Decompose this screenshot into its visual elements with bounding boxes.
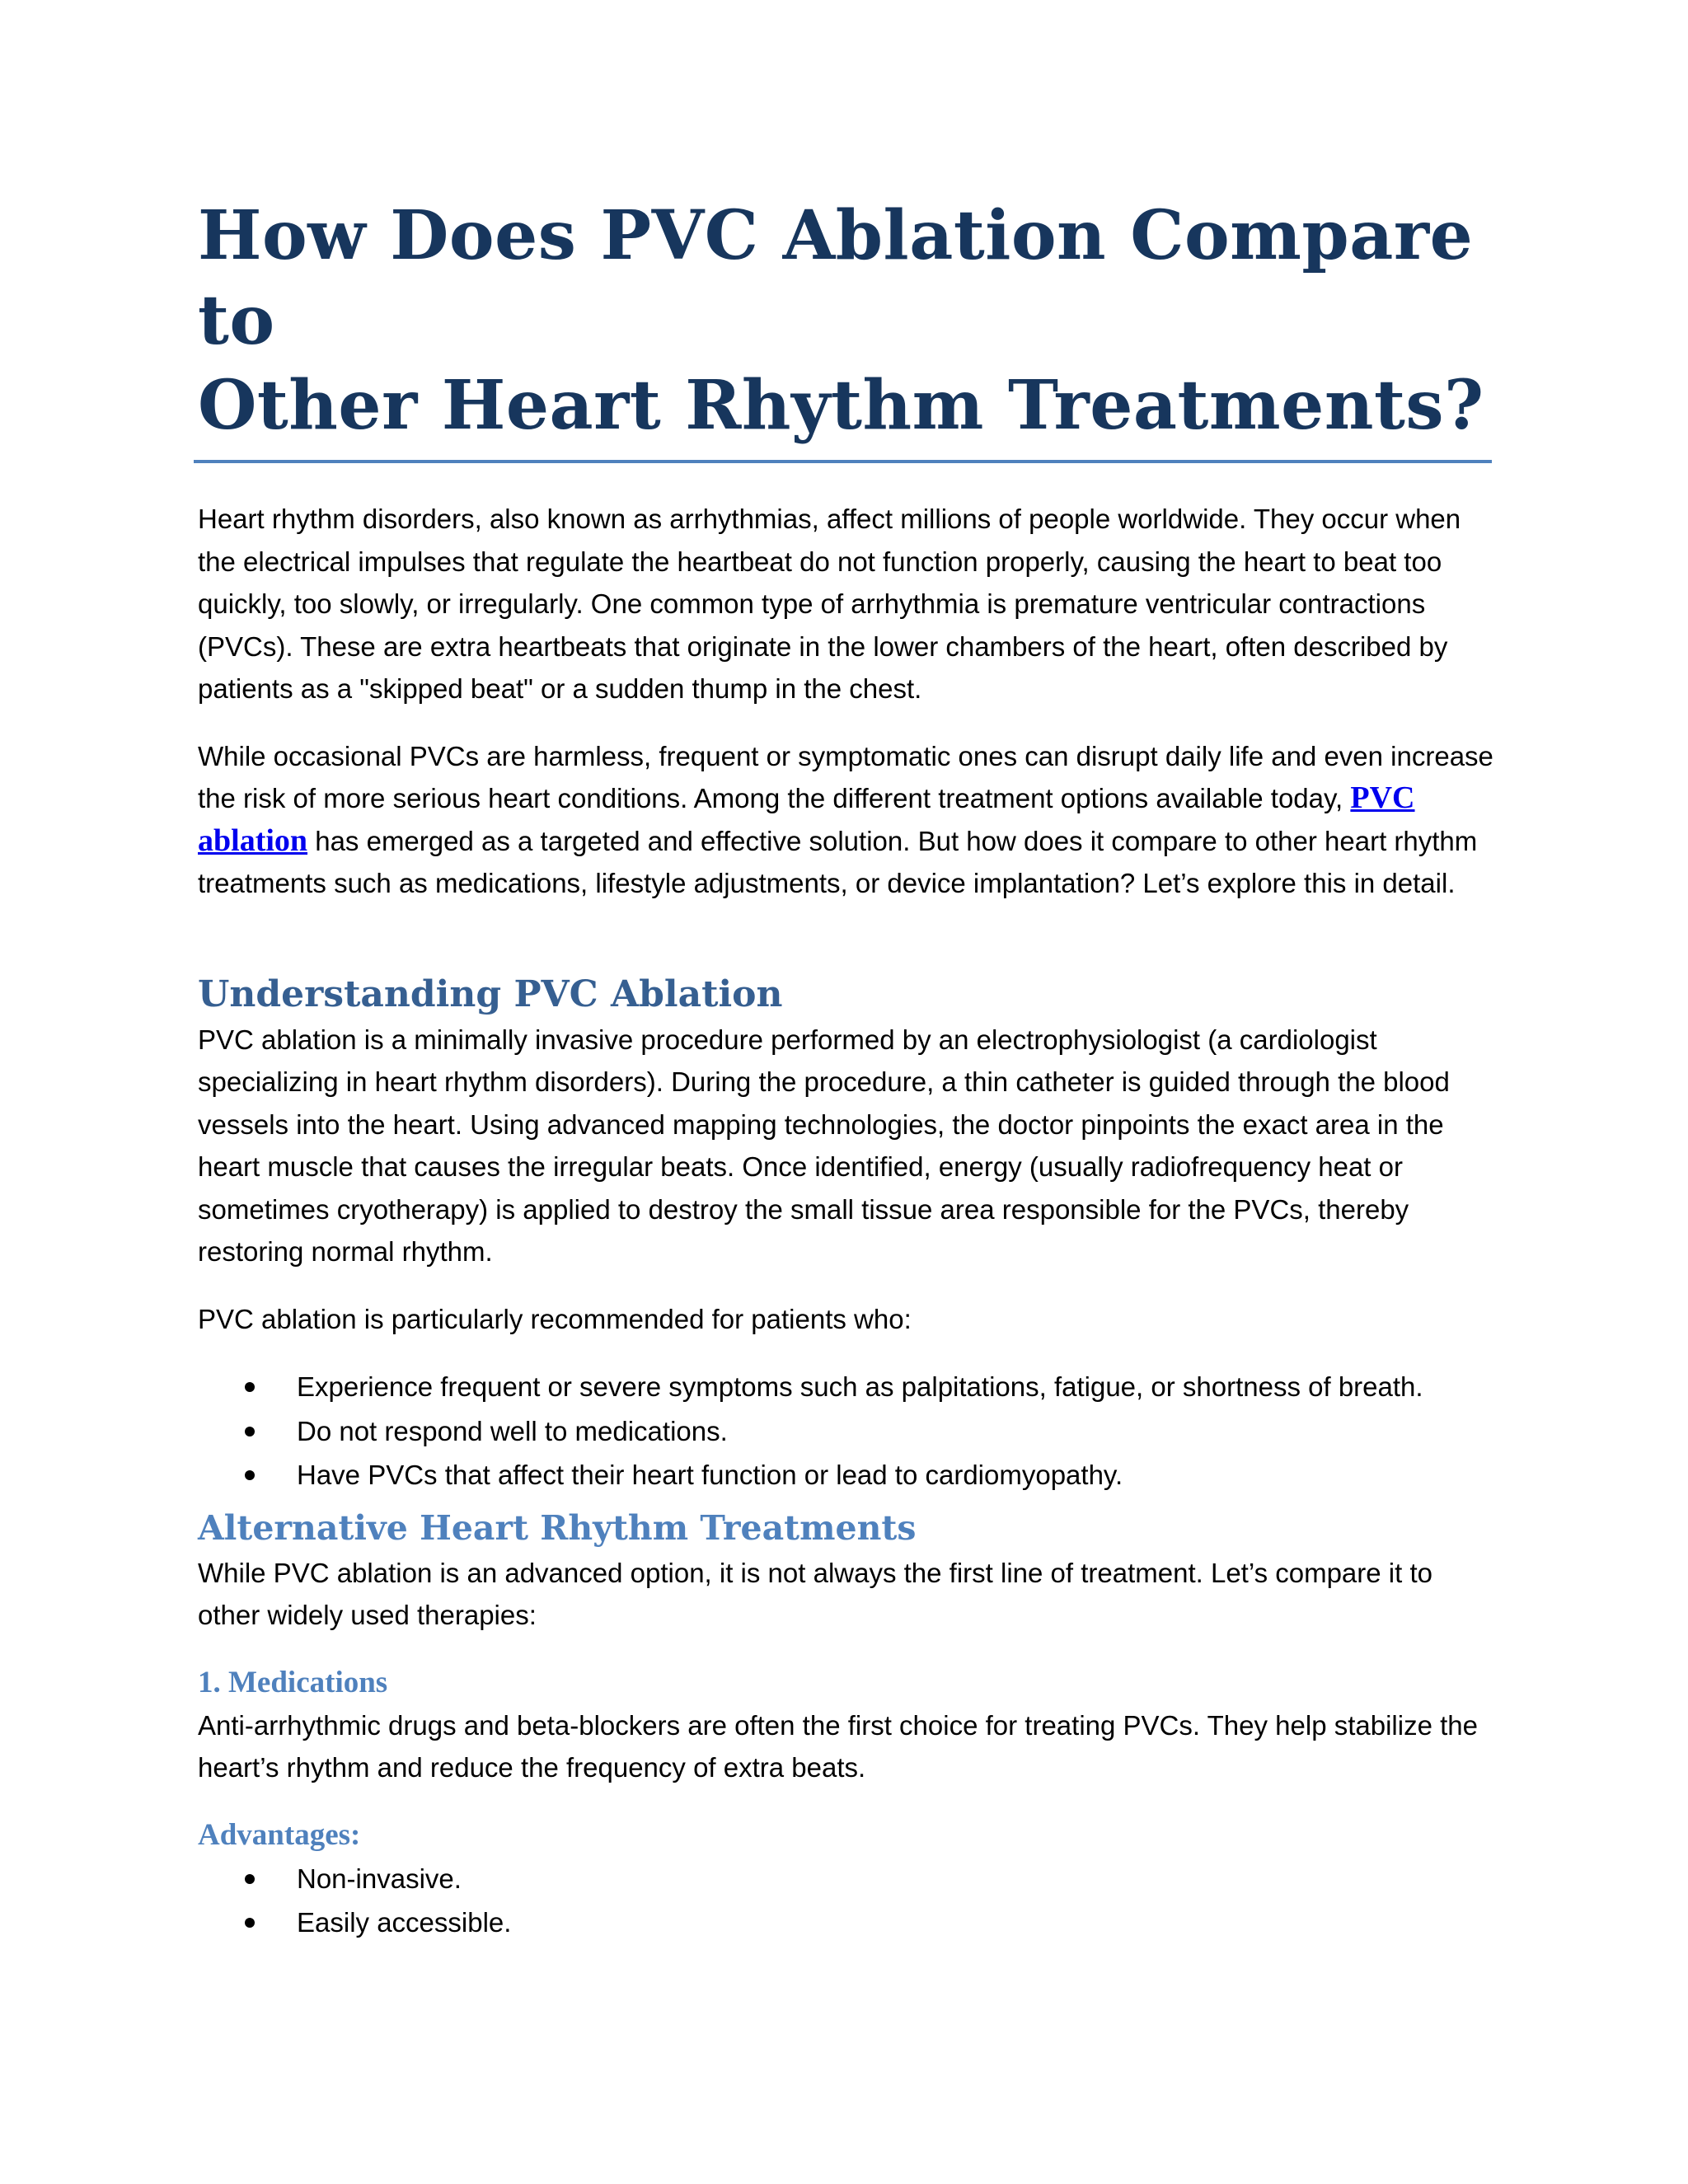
list-item [198,1857,1498,1901]
section2-paragraph-1: While PVC ablation is an advanced option, it is not always the first line of treatment. Let’s compare it to other widely used therapies: [198,1557,1432,1630]
list-item [198,1453,1498,1497]
title-underline-divider [194,460,1492,463]
bullet-icon [245,1427,255,1436]
intro-p2-text-after: has emerged as a targeted and effective solution. But how does it compare to other heart rhythm treatments such as medications, lifestyle adjustments, or device implantation? Let’s explore this in detail. [198,825,1478,898]
bullet-icon [245,1470,255,1480]
title-line-2: Other Heart Rhythm Treatments? [198,366,1484,445]
list-item [198,1900,1498,1945]
document-title [198,194,1498,460]
advantages-list [198,1857,1498,1945]
intro-paragraph-2 [198,735,1498,905]
list-item-text: Have PVCs that affect their heart function or lead to cardiomyopathy. [297,1460,1123,1490]
subheading-advantages: Advantages: [198,1817,361,1852]
list-item-text: Easily accessible. [297,1907,512,1938]
section1-paragraph-1: PVC ablation is a minimally invasive procedure performed by an electrophysiologist (a cardiologist specializing in heart rhythm disorders). During the procedure, a thin catheter is guided through the blood vessels into the heart. Using advanced mapping technologies, the doctor pinpoints the exact area in the heart muscle that causes the irregular beats. Once identified, energy (usually radiofrequency heat or sometimes cryotherapy) is applied to destroy the small tissue area responsible for the PVCs, thereby restoring normal rhythm. [198,1024,1450,1267]
recommended-patients-list [198,1365,1498,1497]
intro-p2-text-before: While occasional PVCs are harmless, frequent or symptomatic ones can disrupt daily life and even increase the risk of more serious heart conditions. Among the different treatment options available today, [198,740,1493,813]
section-heading-alternatives: Alternative Heart Rhythm Treatments [198,1507,917,1548]
list-item-text: Experience frequent or severe symptoms such as palpitations, fatigue, or shortness of breath. [297,1371,1423,1402]
medications-paragraph: Anti-arrhythmic drugs and beta-blockers are often the first choice for treating PVCs. They help stabilize the heart’s rhythm and reduce the frequency of extra beats. [198,1709,1478,1783]
list-item-text: Non-invasive. [297,1863,462,1894]
bullet-icon [245,1382,255,1392]
bullet-icon [245,1874,255,1884]
title-line-1: How Does PVC Ablation Compare to [198,196,1474,360]
section1-paragraph-2: PVC ablation is particularly recommended for patients who: [198,1303,912,1334]
section-heading-understanding: Understanding PVC Ablation [198,972,783,1015]
pvc-ablation-link[interactable]: PVC ablation [198,780,1415,858]
intro-paragraph-1: Heart rhythm disorders, also known as arrhythmias, affect millions of people worldwide. They occur when the electrical impulses that regulate the heartbeat do not function properly, causing the heart to beat too quickly, too slowly, or irregularly. One common type of arrhythmia is premature ventricular contractions (PVCs). These are extra heartbeats that originate in the lower chambers of the heart, often described by patients as a "skipped beat" or a sudden thump in the chest. [198,504,1461,704]
list-item-text: Do not respond well to medications. [297,1415,728,1446]
bullet-icon [245,1918,255,1928]
list-item [198,1365,1498,1409]
subheading-medications: 1. Medications [198,1665,388,1699]
list-item [198,1409,1498,1454]
